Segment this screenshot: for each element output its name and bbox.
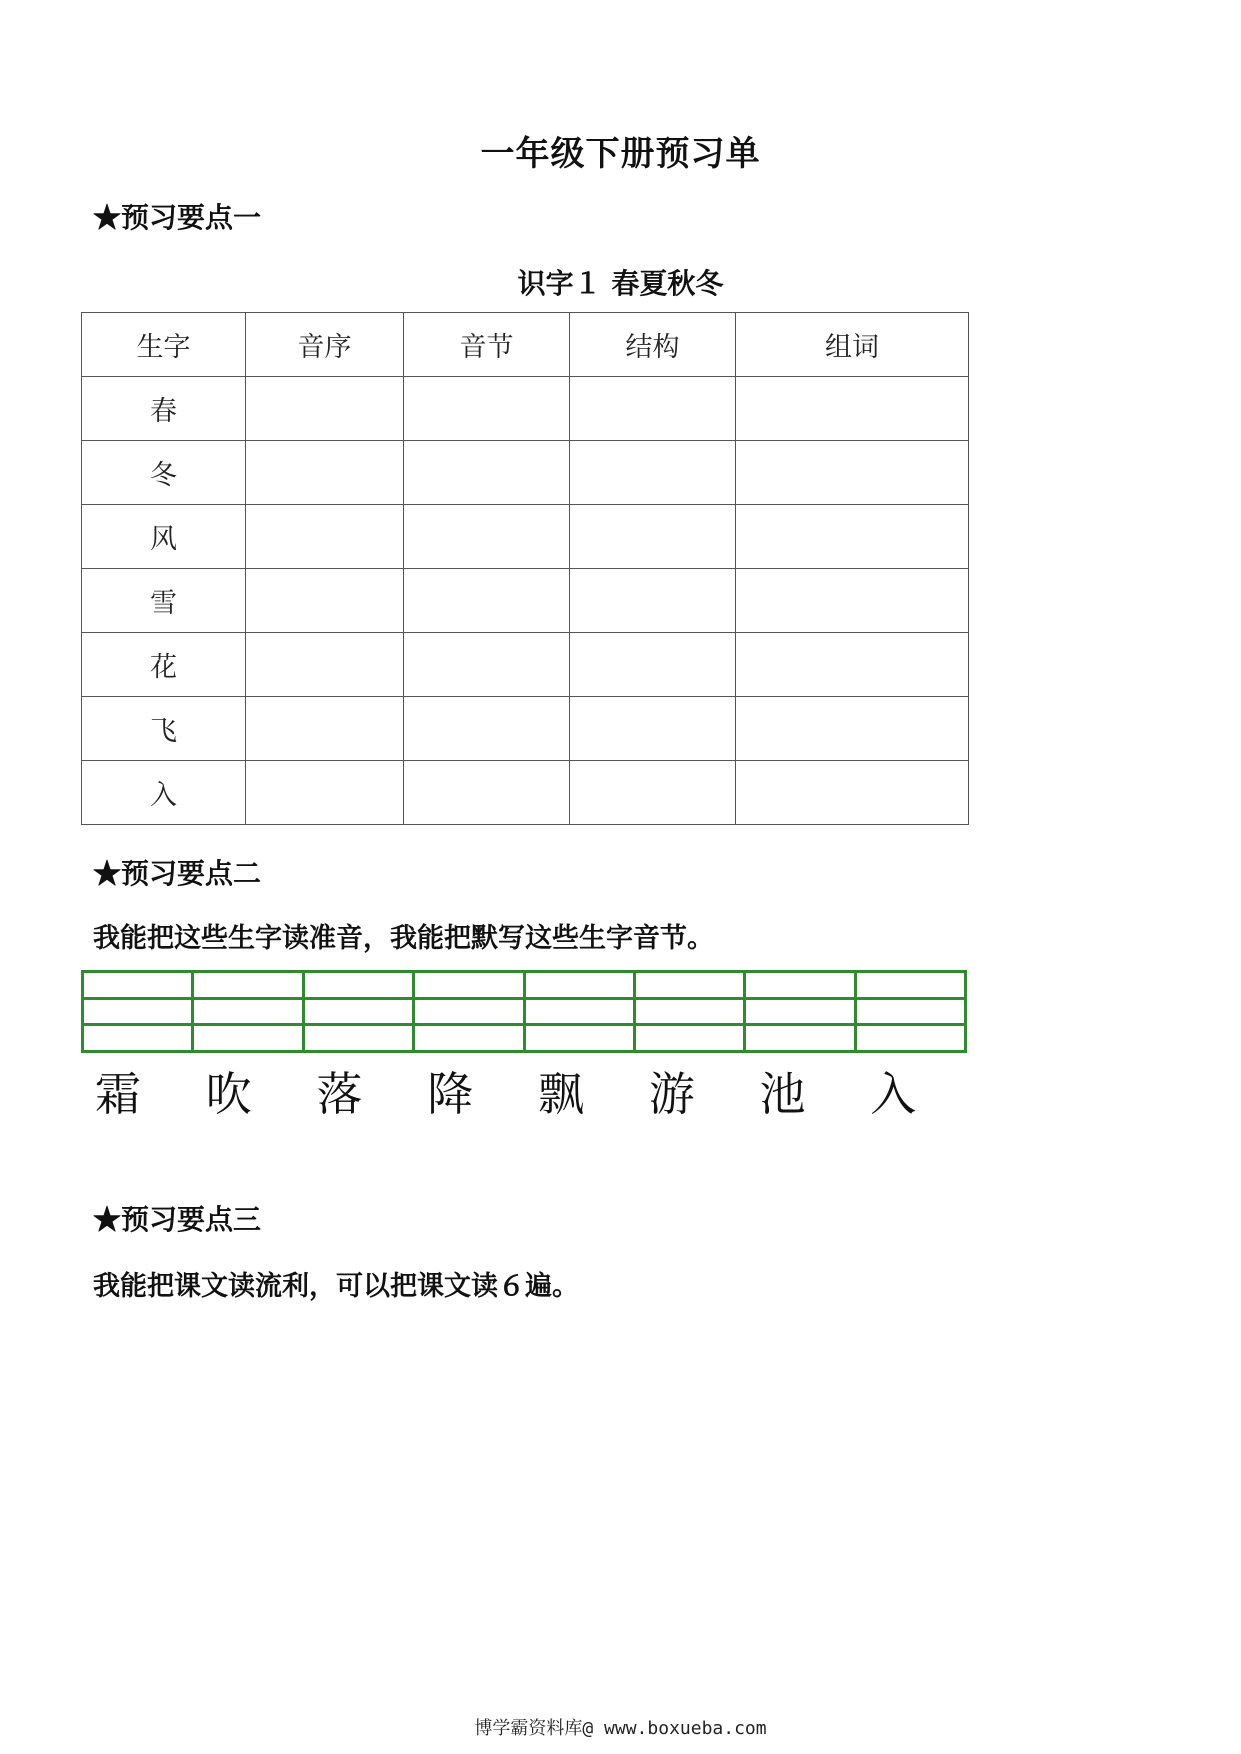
blank-cell [246,569,404,633]
blank-cell [570,697,736,761]
blank-cell [404,633,570,697]
character-cell: 雪 [82,569,246,633]
pinyin-cell[interactable] [84,973,194,1050]
table-row [82,505,969,569]
blank-cell [404,505,570,569]
practice-character: 降 [427,1067,474,1121]
pinyin-cell[interactable] [857,973,964,1050]
table-header: 生字 [82,313,246,377]
blank-cell [246,377,404,441]
blank-cell [404,377,570,441]
table-header: 结构 [570,313,736,377]
blank-cell [736,633,969,697]
blank-cell [736,377,969,441]
blank-cell [246,633,404,697]
table-row [82,569,969,633]
blank-cell [404,761,570,825]
practice-character: 吹 [205,1067,252,1121]
character-table [81,312,969,825]
character-cell: 春 [82,377,246,441]
blank-cell [736,697,969,761]
practice-characters [81,1058,967,1124]
practice-character: 游 [648,1067,695,1121]
blank-cell [570,505,736,569]
practice-character: 飘 [538,1067,584,1121]
blank-cell [736,761,969,825]
blank-cell [736,441,969,505]
blank-cell [246,441,404,505]
pinyin-writing-grid [81,970,967,1053]
practice-character: 入 [870,1067,917,1121]
table-row [82,441,969,505]
blank-cell [246,505,404,569]
blank-cell [404,569,570,633]
table-header: 组词 [736,313,969,377]
pinyin-cell[interactable] [636,973,746,1050]
table-row [82,697,969,761]
blank-cell [736,569,969,633]
lesson-subtitle: 识字１ 春夏秋冬 [517,267,724,300]
table-row [82,761,969,825]
character-cell: 风 [82,505,246,569]
character-cell: 冬 [82,441,246,505]
footer-watermark: 博学霸资料库@ www.boxueba.com [474,1718,767,1739]
blank-cell [404,697,570,761]
table-header-row [82,313,969,377]
blank-cell [736,505,969,569]
blank-cell [570,441,736,505]
character-cell: 花 [82,633,246,697]
section-2-heading: ★预习要点二 [93,857,262,890]
page-title: 一年级下册预习单 [480,134,761,174]
practice-character: 霜 [95,1067,141,1121]
section-3-heading: ★预习要点三 [93,1203,262,1236]
blank-cell [570,761,736,825]
table-header: 音序 [246,313,404,377]
blank-cell [570,633,736,697]
blank-cell [570,569,736,633]
table-row [82,377,969,441]
section-3-instruction: 我能把课文读流利，可以把课文读６遍。 [93,1271,579,1302]
pinyin-cell[interactable] [305,973,415,1050]
pinyin-cell[interactable] [746,973,856,1050]
character-cell: 入 [82,761,246,825]
blank-cell [570,377,736,441]
pinyin-cell[interactable] [194,973,304,1050]
practice-character: 落 [316,1067,363,1121]
practice-character: 池 [759,1067,806,1121]
pinyin-cell[interactable] [526,973,636,1050]
section-2-instruction: 我能把这些生字读准音，我能把默写这些生字音节。 [93,923,714,954]
blank-cell [404,441,570,505]
pinyin-cell[interactable] [415,973,525,1050]
character-cell: 飞 [82,697,246,761]
table-header: 音节 [404,313,570,377]
blank-cell [246,697,404,761]
blank-cell [246,761,404,825]
table-row [82,633,969,697]
section-1-heading: ★预习要点一 [93,201,262,234]
